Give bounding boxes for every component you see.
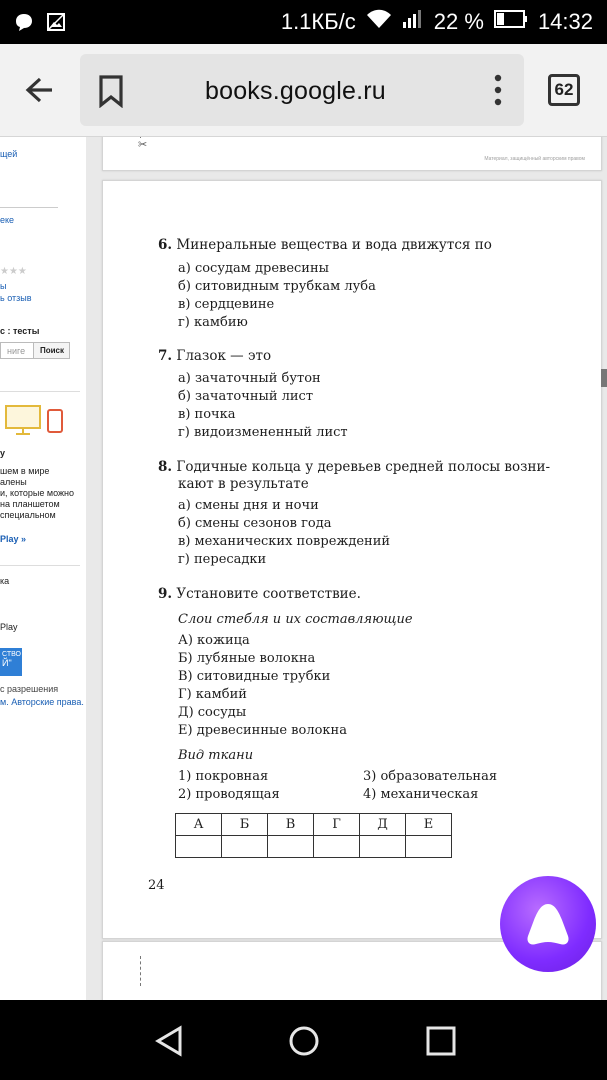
sidebar-fragment[interactable]: ы [0, 281, 7, 291]
clock: 14:32 [537, 9, 593, 34]
question-6 [158, 237, 492, 253]
tab-switcher-button[interactable]: 62 [548, 74, 580, 106]
nav-home-button[interactable] [287, 1024, 321, 1063]
sidebar-fragment: специальном [0, 510, 56, 520]
page-viewport [0, 137, 607, 1000]
sidebar-fragment: Play [0, 622, 18, 632]
answer-table-header: Б [222, 814, 268, 836]
search-button[interactable]: Поиск [33, 342, 70, 359]
triangle-back-icon [152, 1024, 186, 1058]
arrow-left-icon [22, 72, 58, 108]
write-review-link[interactable]: ь отзыв [0, 293, 32, 303]
layer-item: Д) сосуды [178, 705, 247, 720]
layer-item: Б) лубяные волокна [178, 651, 316, 666]
devices-illustration [2, 404, 72, 440]
question-9 [158, 586, 361, 602]
publisher-badge[interactable] [0, 648, 22, 676]
layer-item: Г) камбий [178, 687, 247, 702]
question-text: Установите соответствие. [176, 586, 361, 602]
question-number: 9. [158, 586, 173, 602]
tissue-heading: Вид ткани [178, 748, 254, 763]
google-play-link[interactable]: Play » [0, 534, 27, 544]
sidebar-fragment: ка [0, 576, 10, 586]
question-8 [158, 459, 550, 475]
cut-line [140, 956, 141, 986]
answer-cell [360, 836, 406, 858]
tissue-item: 3) образовательная [363, 769, 498, 784]
answer-table-header: Е [406, 814, 452, 836]
answer-option: б) зачаточный лист [178, 389, 314, 404]
back-button[interactable] [22, 72, 58, 108]
sidebar-fragment: на планшетом [0, 499, 60, 509]
answer-table-header-row [176, 814, 452, 836]
answer-option: г) камбию [178, 315, 248, 330]
answer-cell [406, 836, 452, 858]
question-text-continued: кают в результате [178, 476, 309, 492]
divider [0, 207, 58, 208]
voice-assistant-button[interactable] [500, 876, 596, 972]
answer-option: а) зачаточный бутон [178, 371, 321, 386]
previous-page [102, 137, 602, 171]
circle-home-icon [287, 1024, 321, 1058]
book-viewer[interactable] [86, 137, 607, 1000]
sidebar-fragment: алены [0, 477, 27, 487]
question-7 [158, 348, 271, 364]
network-speed: 1.1КБ/с [280, 9, 356, 34]
answer-option: в) механических повреждений [178, 534, 391, 549]
cut-line-icon: ✂ [138, 139, 148, 151]
battery-icon [494, 9, 528, 35]
url-bar[interactable] [80, 54, 524, 126]
page-number: 24 [148, 878, 165, 893]
layer-item: Е) древесинные волокна [178, 723, 347, 738]
answer-cell [222, 836, 268, 858]
search-in-book-input[interactable]: ниге [0, 342, 42, 359]
assistant-icon [500, 876, 596, 972]
answer-option: б) ситовидным трубкам луба [178, 279, 376, 294]
divider [0, 391, 80, 392]
rating-stars-icon: ★★★ [0, 266, 27, 277]
sidebar-fragment[interactable]: еке [0, 215, 15, 225]
chat-notification-icon [14, 12, 34, 37]
cut-line [140, 137, 141, 138]
answer-table-header: Д [360, 814, 406, 836]
sidebar-fragment[interactable]: щей [0, 149, 18, 159]
url-text: books.google.ru [205, 77, 386, 105]
answer-table-row [176, 836, 452, 858]
status-bar [0, 0, 607, 44]
book-info-sidebar [0, 137, 84, 1000]
question-number: 8. [158, 459, 173, 475]
sidebar-fragment: с разрешения [0, 684, 59, 694]
battery-percent: 22 % [433, 9, 484, 34]
sidebar-fragment: у [0, 448, 6, 458]
bookmark-icon [98, 74, 124, 108]
question-number: 6. [158, 237, 173, 253]
question-number: 7. [158, 348, 173, 364]
page-watermark: Материал, защищённый авторским правом [484, 156, 585, 162]
layer-item: В) ситовидные трубки [178, 669, 331, 684]
answer-table-header: Г [314, 814, 360, 836]
tissue-item: 2) проводящая [178, 787, 280, 802]
system-navigation-bar [0, 1000, 607, 1080]
sidebar-fragment: с : тесты [0, 326, 40, 336]
answer-cell [268, 836, 314, 858]
answer-table [175, 813, 452, 858]
square-recents-icon [424, 1024, 458, 1058]
divider [0, 565, 80, 566]
question-text: Годичные кольца у деревьев средней полосы возни- [176, 459, 551, 475]
answer-option: в) почка [178, 407, 236, 422]
nav-recents-button[interactable] [424, 1024, 458, 1063]
menu-button[interactable] [488, 70, 508, 110]
layers-heading: Слои стебля и их составляющие [178, 612, 413, 627]
answer-option: в) сердцевине [178, 297, 275, 312]
question-text: Глазок — это [176, 348, 272, 364]
answer-table-header: В [268, 814, 314, 836]
badge-line: Й" [2, 658, 12, 668]
answer-table-header: А [176, 814, 222, 836]
question-text: Минеральные вещества и вода движутся по [176, 237, 492, 253]
answer-option: б) смены сезонов года [178, 516, 332, 531]
badge-line: СТВО [2, 651, 21, 658]
bookmark-button[interactable] [98, 74, 124, 108]
copyright-link[interactable]: м. Авторские права. [0, 697, 84, 707]
more-vert-icon [488, 70, 508, 110]
answer-option: а) сосудам древесины [178, 261, 329, 276]
layer-item: А) кожица [178, 633, 250, 648]
wifi-icon [366, 8, 392, 36]
answer-option: г) видоизмененный лист [178, 425, 348, 440]
tissue-item: 1) покровная [178, 769, 269, 784]
browser-toolbar [0, 44, 607, 137]
scrollbar-thumb[interactable] [601, 369, 607, 387]
answer-option: г) пересадки [178, 552, 267, 567]
answer-option: а) смены дня и ночи [178, 498, 319, 513]
signal-icon [402, 8, 424, 36]
book-page [102, 180, 602, 939]
sidebar-fragment: шем в мире [0, 466, 50, 476]
answer-cell [314, 836, 360, 858]
sidebar-fragment: и, которые можно [0, 488, 74, 498]
image-notification-icon [46, 12, 66, 37]
nav-back-button[interactable] [152, 1024, 186, 1063]
answer-cell [176, 836, 222, 858]
tissue-item: 4) механическая [363, 787, 479, 802]
